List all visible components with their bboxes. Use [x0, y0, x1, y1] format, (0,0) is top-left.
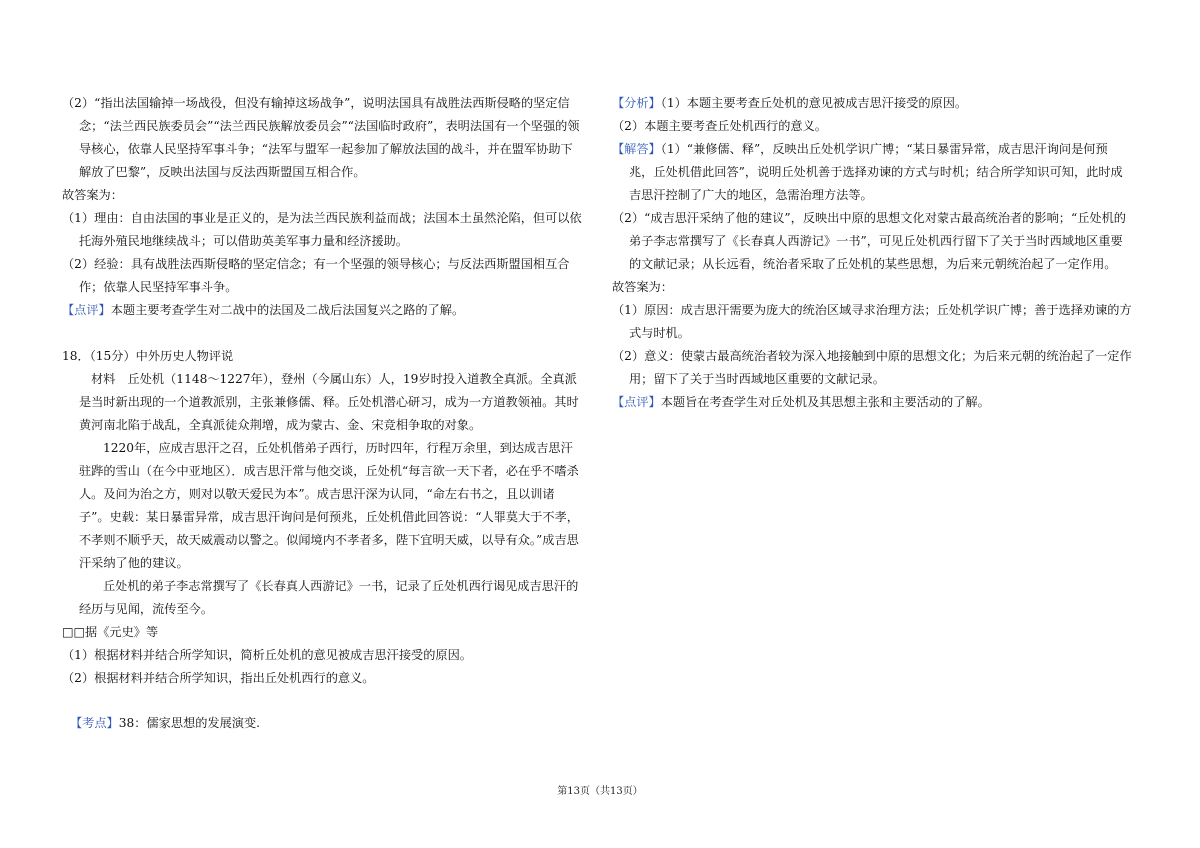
material-paragraph-3: 丘处机的弟子李志常撰写了《长春真人西游记》一书，记录了丘处机西行谒见成吉思汗的经历与见闻，流传至今。 — [79, 579, 579, 616]
jieda-tag: 【解答】 — [612, 142, 661, 156]
kaodian-tag: 【考点】 — [70, 716, 119, 730]
sub-question-1: （1）根据材料并结合所学知识，简析丘处机的意见被成吉思汗接受的原因。 — [62, 648, 472, 662]
kaodian-text: 38：儒家思想的发展演变. — [118, 716, 261, 730]
comment-line — [62, 299, 582, 322]
answer-heading: 故答案为： — [62, 188, 123, 202]
answer-item-1: （1）理由：自由法国的事业是正义的，是为法兰西民族利益而战；法国本土虽然沦陷，但可以依托海外殖民地继续战斗；可以借助英美军事力量和经济援助。 — [62, 211, 582, 248]
material-paragraph-2: 1220年，应成吉思汗之召，丘处机偕弟子西行，历时四年，行程万余里，到达成吉思汗驻跸的雪山（在今中亚地区）．成吉思汗常与他交谈，丘处机“每言欲一天下者，必在乎不嗜杀人。及问为治之方，则对以敬天爱民为本”。成吉思汗深为认同，“命左右书之，且以训诸子”。史载：某日暴雷异常，成吉思汗询问是何预兆，丘处机借此回答说：“人罪莫大于不孝，不孝则不顺乎天，故天威震动以警之。似闻境内不孝者多，陛下宜明天威，以导有众。”成吉思汗采纳了他的建议。 — [79, 441, 579, 570]
page-footer: 第13页（共13页） — [557, 786, 643, 797]
comment-tag: 【点评】 — [62, 303, 111, 317]
material-paragraph-1: 材料 丘处机（1148～1227年），登州（今属山东）人，19岁时投入道教全真派。全真派是当时新出现的一个道教派别，主张兼修儒、释。丘处机潜心研习，成为一方道教领袖。其时黄河南北陷于战乱，全真派徒众荆增，成为蒙古、金、宋竞相争取的对象。 — [79, 372, 579, 432]
left-column — [62, 92, 582, 735]
question-18-title: 18．（15分）中外历史人物评说 — [62, 349, 234, 363]
fenxi-line-1 — [612, 92, 1132, 115]
right-column — [612, 92, 1132, 414]
kaodian-line — [62, 712, 582, 735]
jieda-text-1: （1）“兼修儒、释”，反映出丘处机学识广博；“某日暴雷异常，成吉思汗询问是何预兆，丘处机借此回答”，说明丘处机善于选择劝谏的方式与时机；结合所学知识可知，此时成吉思汗控制了广大的地区，急需治理方法等。 — [629, 142, 1123, 202]
comment-line-right — [612, 391, 1132, 414]
answer-heading-right: 故答案为： — [612, 280, 673, 294]
fenxi-line-2: （2）本题主要考查丘处机西行的意义。 — [612, 119, 827, 133]
analysis-paragraph-2: （2）“指出法国输掉一场战役，但没有输掉这场战争”，说明法国具有战胜法西斯侵略的坚定信念；“法兰西民族委员会”“法兰西民族解放委员会”“法国临时政府”，表明法国有一个坚强的领导核心，依靠人民坚持军事斗争；“法军与盟军一起参加了解放法国的战斗，并在盟军协助下解放了巴黎”，反映出法国与反法西斯盟国互相合作。 — [62, 96, 580, 179]
fenxi-text-1: （1）本题主要考查丘处机的意见被成吉思汗接受的原因。 — [660, 96, 968, 110]
fenxi-tag: 【分析】 — [612, 96, 661, 110]
comment-text-right: 本题旨在考查学生对丘处机及其思想主张和主要活动的了解。 — [660, 395, 990, 409]
comment-text: 本题主要考查学生对二战中的法国及二战后法国复兴之路的了解。 — [110, 303, 465, 317]
answer-right-1: （1）原因：成吉思汗需要为庞大的统治区域寻求治理方法；丘处机学识广博；善于选择劝谏的方式与时机。 — [612, 303, 1132, 340]
jieda-line-2: （2）“成吉思汗采纳了他的建议”，反映出中原的思想文化对蒙古最高统治者的影响；“丘处机的弟子李志常撰写了《长春真人西游记》一书”，可见丘处机西行留下了关于当时西域地区重要的文献记录；从长远看，统治者采取了丘处机的某些思想，为后来元朝统治起了一定作用。 — [612, 211, 1126, 271]
answer-item-2: （2）经验：具有战胜法西斯侵略的坚定信念；有一个坚强的领导核心；与反法西斯盟国相互合作；依靠人民坚持军事斗争。 — [62, 257, 570, 294]
sub-question-2: （2）根据材料并结合所学知识，指出丘处机西行的意义。 — [62, 671, 375, 685]
answer-right-2: （2）意义：使蒙古最高统治者较为深入地接触到中原的思想文化；为后来元朝的统治起了一定作用；留下了关于当时西域地区重要的文献记录。 — [612, 349, 1132, 386]
jieda-line-1 — [612, 138, 1132, 207]
comment-tag-right: 【点评】 — [612, 395, 661, 409]
source-line: □□据《元史》等 — [62, 625, 159, 639]
